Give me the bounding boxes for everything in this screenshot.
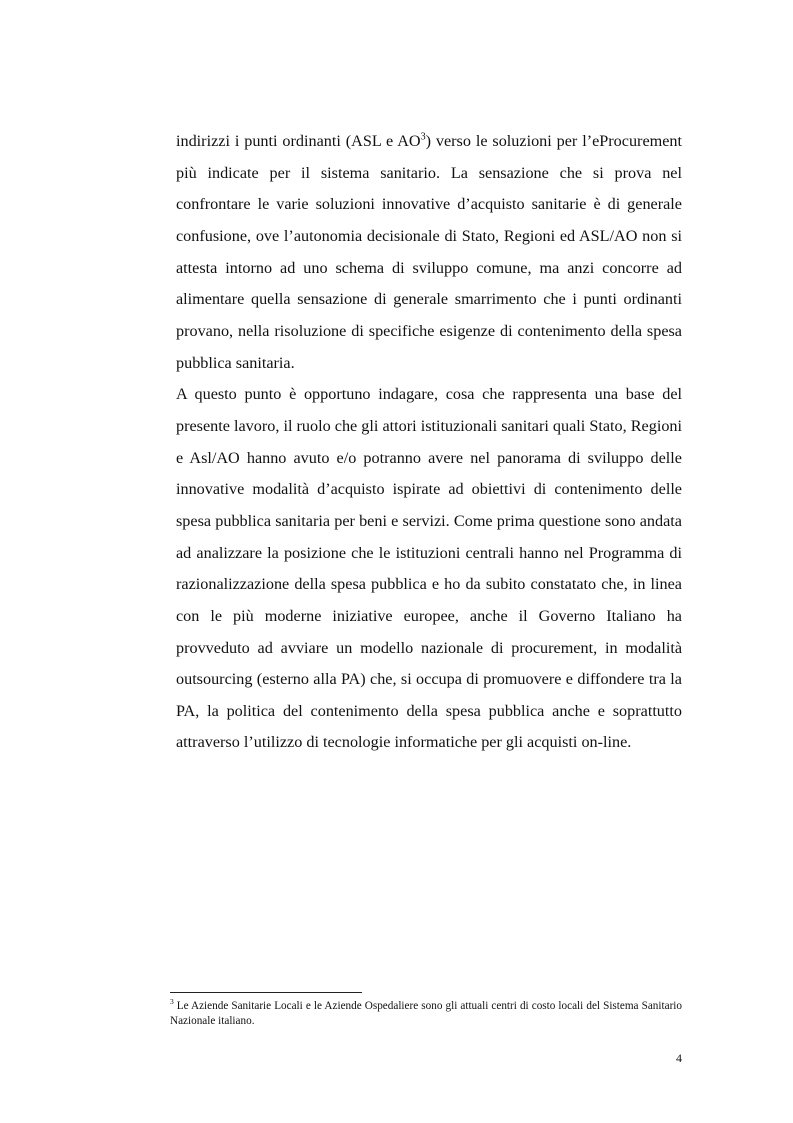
paragraph-1 (176, 126, 682, 379)
footnote-reference-3: 3 (420, 131, 426, 143)
body-text (176, 126, 682, 759)
page-number: 4 (676, 1051, 682, 1065)
paragraph-1-text-end: ) verso le soluzioni per l’eProcurement più indicate per il sistema sanitario. La sensazione che si prova nel confrontare le varie soluzioni innovative d’acquisto sanitarie è di generale confusione, ove l’autonomia decisionale di Stato, Regioni ed ASL/AO non si attesta intorno ad uno schema di sviluppo comune, ma anzi concorre ad alimentare quella sensazione di generale smarrimento che i punti ordinanti provano, nella risoluzione di specifiche esigenze di contenimento della spesa pubblica sanitaria. (176, 132, 682, 372)
footnote-3 (170, 999, 682, 1028)
footnote-mark: 3 (170, 997, 174, 1007)
paragraph-2: A questo punto è opportuno indagare, cosa che rappresenta una base del presente lavoro, il ruolo che gli attori istituzionali sanitari quali Stato, Regioni e Asl/AO hanno avuto e/o potranno avere nel panorama di sviluppo delle innovative modalità d’acquisto ispirate ad obiettivi di contenimento delle spesa pubblica sanitaria per beni e servizi. Come prima questione sono andata ad analizzare la posizione che le istituzioni centrali hanno nel Programma di razionalizzazione della spesa pubblica e ho da subito constatato che, in linea con le più moderne iniziative europee, anche il Governo Italiano ha provveduto ad avviare un modello nazionale di procurement, in modalità outsourcing (esterno alla PA) che, si occupa di promuovere e diffondere tra la PA, la politica del contenimento della spesa pubblica anche e soprattutto attraverso l’utilizzo di tecnologie informatiche per gli acquisti on-line. (176, 385, 682, 752)
footnote-text: Le Aziende Sanitarie Locali e le Aziende Ospedaliere sono gli attuali centri di costo locali del Sistema Sanitario Nazionale italiano. (170, 1000, 682, 1027)
footnote-separator (170, 992, 362, 993)
paragraph-1-text-start: indirizzi i punti ordinanti (ASL e AO (176, 132, 421, 150)
